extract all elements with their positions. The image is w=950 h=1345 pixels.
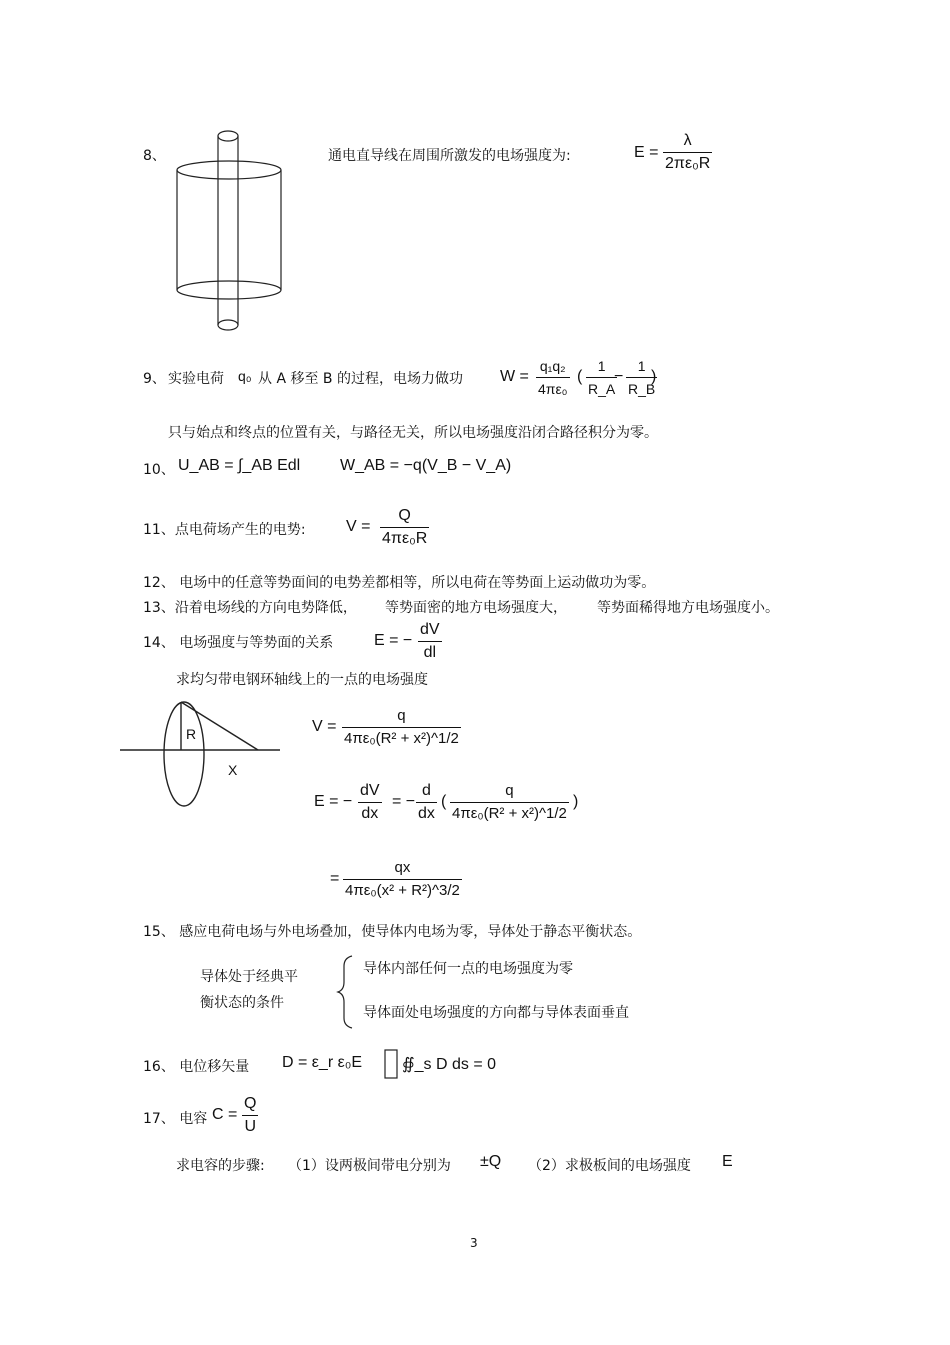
item-9-close: ) [651,368,657,385]
item-17-den: U [244,1118,256,1135]
item-17-steps-b: （1）设两极间带电分别为 [288,1158,451,1174]
item-17-label: 17、 电容 [143,1111,208,1127]
item-8-text: 通电直导线在周围所激发的电场强度为: [328,148,571,164]
item-11-lhs: V = [346,518,371,535]
item-11-den: 4πε₀R [382,530,428,547]
item-14-r-lhs: = [330,870,340,887]
item-9-f3-num: 1 [626,355,657,378]
item-9-minus: − [614,368,624,385]
item-14-v-num: q [342,705,461,728]
item-13-text-b: 等势面密的地方电场强度大， [385,600,567,616]
item-14-num: dV [418,619,442,642]
item-14-e-f2-num: d [416,780,437,803]
item-14-den: dl [423,644,437,661]
item-11-label: 11、点电荷场产生的电势: [143,522,306,538]
item-14-e-f1-num: dV [358,780,382,803]
item-9-text-b: 从 A 移至 B 的过程，电场力做功 [258,371,463,387]
item-15-branch-1: 导体内部任何一点的电场强度为零 [363,961,573,977]
item-14-e-f3-num: q [450,780,569,803]
ring-figure-label-x: X [228,762,238,778]
ring-figure-label-r: R [186,726,197,742]
surface-integral-box [385,1050,397,1078]
item-8-fraction [663,130,712,175]
item-12-text: 12、 电场中的任意等势面间的电势差都相等，所以电荷在等势面上运动做功为零。 [143,575,656,591]
cylinder-wire-figure [177,131,281,330]
item-9-f2-den: R_A [588,381,616,397]
item-15-cond-b: 衡状态的条件 [200,995,284,1011]
item-9-lhs: W = [500,368,529,385]
item-14-e-f3-den: 4πε₀(R² + x²)^1/2 [452,805,567,822]
item-17-steps-c: ±Q [480,1153,502,1170]
item-10-number: 10、 [143,462,175,478]
item-16-expr-2: ∯_s D ds = 0 [402,1056,496,1073]
item-9-f1-den: 4πε₀ [538,381,568,397]
item-8-lhs: E = [634,144,659,161]
item-9-f2-num: 1 [586,355,617,378]
item-17-steps-d: （2）求极板间的电场强度 [528,1158,691,1174]
item-9-open: ( [577,368,583,385]
item-14-v-lhs: V = [312,718,337,735]
item-17-steps-e: E [722,1153,733,1170]
item-14-e-close: ) [573,793,579,810]
item-11-num: Q [380,505,429,528]
item-14-e-f1-den: dx [361,805,379,822]
item-16-expr-1: D = ε_r ε₀E [282,1054,363,1071]
item-9-number: 9、 [143,371,166,387]
item-8-denominator: 2πε₀R [665,155,711,172]
item-14-v-den: 4πε₀(R² + x²)^1/2 [344,730,459,747]
item-8-number: 8、 [143,148,166,164]
item-14-label: 14、 电场强度与等势面的关系 [143,635,334,651]
item-14-e-fraction-2 [416,780,437,825]
item-9-q0: q₀ [238,368,252,384]
item-17-lhs: C = [212,1106,238,1123]
item-14-e-open: ( [441,793,447,810]
item-14-fraction [418,619,442,664]
item-11-fraction [380,505,429,550]
item-9-text-a: 实验电荷 [168,371,224,387]
item-9-fraction-1 [536,355,570,400]
item-9-fraction-2 [586,355,617,400]
item-14-e-mid: = − [392,793,416,810]
item-13-text-a: 13、沿着电场线的方向电势降低， [143,600,357,616]
item-14-r-num: qx [343,857,462,880]
item-14-lhs: E = − [374,632,413,649]
item-9-f3-den: R_B [628,381,656,397]
brace-shape [338,956,352,1028]
item-14-e-lhs: E = − [314,793,353,810]
item-13-text-c: 等势面稀得地方电场强度小。 [597,600,779,616]
item-15-cond-a: 导体处于经典平 [200,969,298,985]
item-9-note: 只与始点和终点的位置有关，与路径无关，所以电场强度沿闭合路径积分为零。 [168,425,658,441]
item-17-num: Q [242,1093,258,1116]
item-14-r-fraction [343,857,462,902]
ring-axis-figure [120,702,280,806]
page-number: 3 [470,1236,478,1250]
item-14-r-den: 4πε₀(x² + R²)^3/2 [345,882,460,899]
item-14-v-fraction [342,705,461,750]
item-14-e-f2-den: dx [418,805,435,822]
item-14-subtitle: 求均匀带电钢环轴线上的一点的电场强度 [176,672,428,688]
item-10-expr-2: W_AB = −q(V_B − V_A) [340,457,512,474]
item-9-f1-num: q₁q₂ [536,355,570,378]
item-14-e-fraction-3 [450,780,569,825]
item-14-e-fraction-1 [358,780,382,825]
item-8-numerator: λ [663,130,712,153]
item-17-steps-a: 求电容的步骤: [176,1158,265,1174]
item-15-branch-2: 导体面处电场强度的方向都与导体表面垂直 [363,1005,629,1021]
item-16-label: 16、 电位移矢量 [143,1059,250,1075]
item-15-text: 15、 感应电荷电场与外电场叠加，使导体内电场为零，导体处于静态平衡状态。 [143,924,642,940]
item-10-expr-1: U_AB = ∫_AB Edl [178,457,301,474]
item-17-fraction [242,1093,258,1138]
